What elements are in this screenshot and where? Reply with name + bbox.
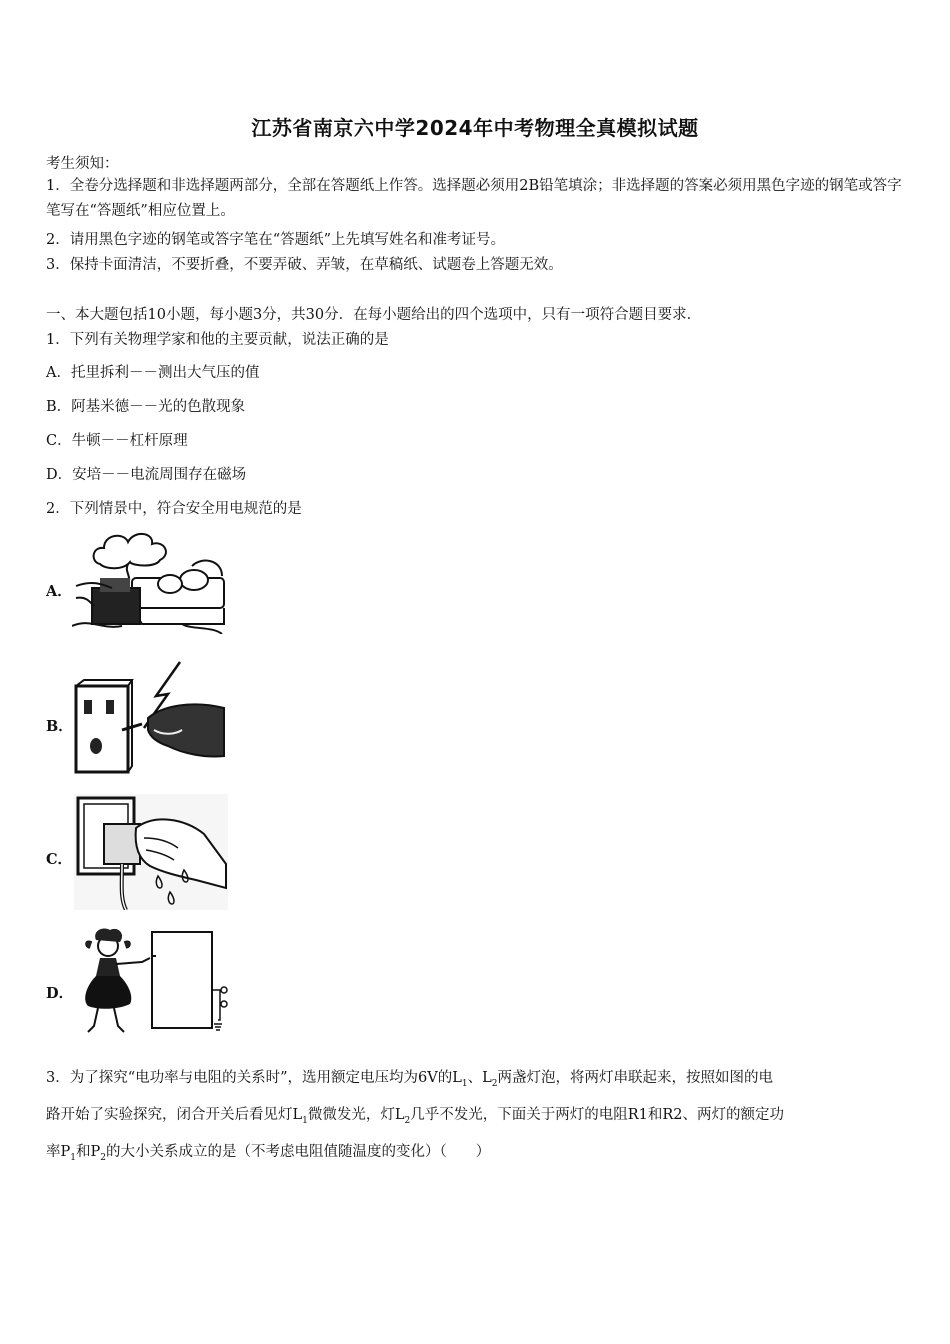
q2-option-b-figure bbox=[72, 660, 226, 774]
page-title: 江苏省南京六中学2024年中考物理全真模拟试题 bbox=[251, 116, 699, 140]
notice-item-2: 2．请用黑色字迹的钢笔或答字笔在“答题纸”上先填写姓名和准考证号。 bbox=[46, 232, 506, 248]
q1-option-c: C．牛顿－－杠杆原理 bbox=[46, 433, 188, 449]
q3-stem-line-3: 率$P_1$和$P_2$的大小关系成立的是（不考虑电阻值随温度的变化）（ ） bbox=[46, 1144, 491, 1163]
q1-option-d: D．安培－－电流周围存在磁场 bbox=[46, 467, 247, 483]
q1-option-a: A．托里拆利－－测出大气压的值 bbox=[46, 365, 260, 381]
q1-stem: 1．下列有关物理学家和他的主要贡献，说法正确的是 bbox=[46, 332, 389, 348]
q2-option-d-figure bbox=[78, 926, 232, 1044]
q2-option-a-label: A． bbox=[46, 583, 72, 600]
q2-option-a-figure bbox=[72, 526, 226, 634]
notice-item-3: 3．保持卡面清洁，不要折叠，不要弄破、弄皱，在草稿纸、试题卷上答题无效。 bbox=[46, 257, 563, 273]
q3-stem-line-2: 路开始了实验探究，闭合开关后看见灯$L_1$微微发光，灯$L_2$几乎不发光，下面关于两灯的电阻R1和R2、两灯的额定功 bbox=[46, 1107, 785, 1126]
notice-heading: 考生须知： bbox=[46, 156, 119, 172]
section-intro: 一、本大题包括10小题，每小题3分，共30分．在每小题给出的四个选项中，只有一项符合题目要求． bbox=[46, 307, 702, 323]
q1-option-b: B．阿基米德－－光的色散现象 bbox=[46, 399, 246, 415]
q2-option-c-label: C． bbox=[46, 851, 73, 868]
q3-stem-line-1: 3．为了探究“电功率与电阻的关系时”，选用额定电压均为6V的$L_1$、$L_2$两盏灯泡，将两灯串联起来，按照如图的电 bbox=[46, 1070, 773, 1089]
notice-item-1: 1．全卷分选择题和非选择题两部分，全部在答题纸上作答。选择题必须用2B铅笔填涂；非选择题的答案必须用黑色字迹的钢笔或答字笔写在“答题纸”相应位置上。 bbox=[46, 178, 902, 219]
q2-option-d-label: D． bbox=[46, 985, 74, 1002]
q2-option-c-figure bbox=[74, 794, 228, 910]
q2-option-b-label: B． bbox=[46, 718, 73, 735]
q2-stem: 2．下列情景中，符合安全用电规范的是 bbox=[46, 501, 302, 517]
